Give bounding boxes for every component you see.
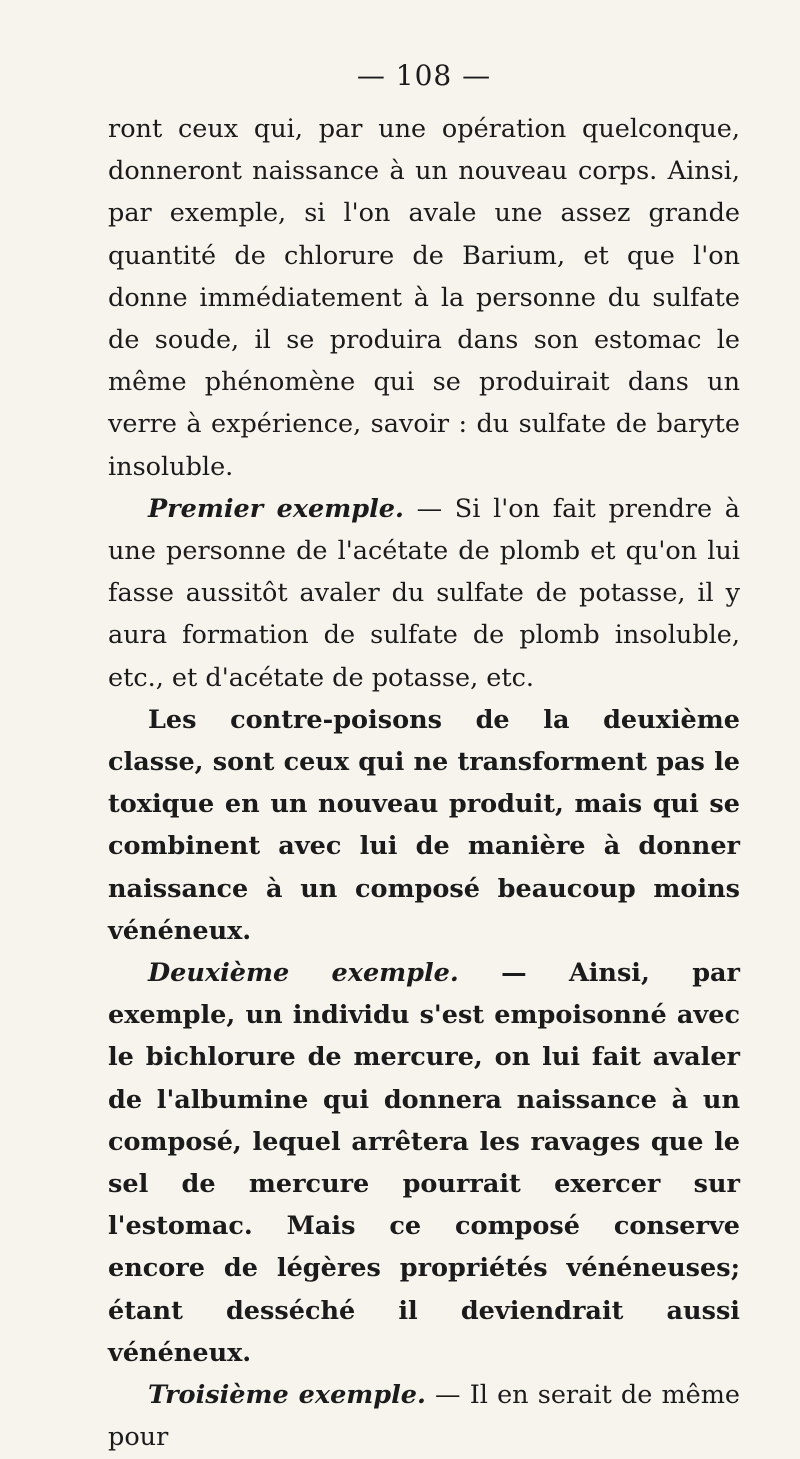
paragraph-3 xyxy=(108,699,740,952)
page-number: — 108 — xyxy=(356,59,492,92)
paragraph-5-heading: Troisième exemple. xyxy=(148,1380,426,1411)
paragraph-3-text: Les contre-poisons de la deuxième classe, sont ceux qui ne transforment pas le toxique en un nouveau produit, mais qui se combinent avec lui de manière à donner naissance à un composé beaucoup moins vénéneux. xyxy=(108,704,740,946)
paragraph-5 xyxy=(108,1374,740,1458)
paragraph-4-heading: Deuxième exemple. xyxy=(148,958,459,989)
paragraph-2-text: — Si l'on fait prendre à une personne de l'acétate de plomb et qu'on lui fasse aussitôt avaler du sulfate de potasse, il y aura formation de sulfate de plomb insoluble, etc., et d'acétate de potasse, etc. xyxy=(108,493,741,693)
paragraph-2 xyxy=(108,488,740,699)
paragraph-5-text: — Il en serait de même pour xyxy=(108,1380,740,1453)
paragraph-4-text: — Ainsi, par exemple, un individu s'est empoisonné avec le bichlorure de mercure, on lui fait avaler de l'albumine qui donnera naissance à un composé, lequel arrêtera les ravages que le sel de mercure pourrait exercer sur l'estomac. Mais ce composé conserve encore de légères propriétés vénéneuses; étant desséché il deviendrait aussi vénéneux. xyxy=(108,958,740,1368)
paragraph-1 xyxy=(108,108,740,488)
paragraph-4 xyxy=(108,952,740,1374)
book-page xyxy=(108,56,740,1459)
paragraph-2-heading: Premier exemple. xyxy=(148,493,404,524)
paragraph-1-text: ront ceux qui, par une opération quelconque, donneront naissance à un nouveau corps. Ainsi, par exemple, si l'on avale une assez grande quantité de chlorure de Barium, et que l'on donne immédiatement à la personne du sulfate de soude, il se produira dans son estomac le même phénomène qui se produirait dans un verre à expérience, savoir : du sulfate de baryte insoluble. xyxy=(108,114,740,482)
